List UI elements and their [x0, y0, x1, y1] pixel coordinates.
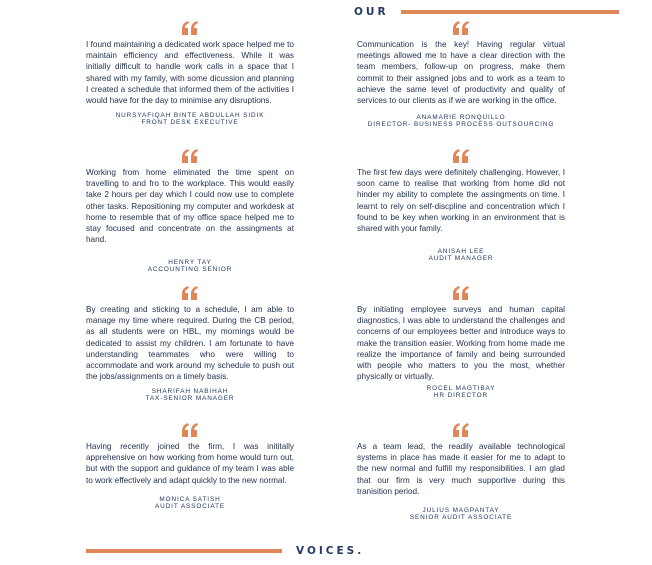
quote-icon	[357, 20, 565, 36]
quote-icon	[86, 148, 294, 164]
testimonial-text: By initiating employee surveys and human capital diagnostics, I was able to understand the challenges and concerns of our employees better and introduce ways to make the transition easier. Working from home made me realize the importance of family and being surrounded with people who matters to you the most, whether physically or virtually.	[357, 305, 565, 382]
footer-accent-line	[86, 549, 282, 553]
testimonial-name: NURSYAFIQAH BINTE ABDULLAH SIDIK	[115, 112, 265, 120]
testimonial-role: HR DIRECTOR	[433, 392, 489, 400]
testimonial-card	[357, 148, 565, 262]
testimonial-role: AUDIT ASSOCIATE	[154, 502, 226, 510]
testimonial-name: ANAMARIE RONQUILLO	[416, 114, 506, 122]
testimonial-card	[357, 422, 565, 521]
testimonial-role: TAX-SENIOR MANAGER	[145, 395, 235, 403]
testimonial-role: AUDIT MANAGER	[428, 255, 494, 263]
testimonial-name: ANISAH LEE	[437, 248, 485, 256]
testimonial-text: The first few days were definitely challenging. However, I soon came to realise that working from home did not hinder my ability to complete the assingments on time. I learnt to rely on self-discpline and concentration which I found to be key when working in an environment that is shared with your family.	[357, 168, 565, 234]
testimonial-text: Working from home eliminated the time spent on travelling to and fro to the workplace. This would easily take 2 hours per day which I could now use to complete other tasks. Repositioning my computer and workdesk at home to resemble that of my office space helped me to stay focused and concentrate on the assingments at hand.	[86, 168, 294, 245]
testimonial-card	[86, 148, 294, 273]
testimonial-role: FRONT DESK EXECUTIVE	[141, 119, 239, 127]
testimonial-role: DIRECTOR- BUSINESS PROCESS OUTSOURCING	[367, 121, 555, 129]
footer-title	[86, 545, 364, 557]
testimonial-card	[357, 285, 565, 399]
quote-icon	[86, 422, 294, 438]
testimonial-card	[357, 20, 565, 128]
testimonial-role: ACCOUNTING SENIOR	[147, 266, 233, 274]
testimonial-card	[86, 422, 294, 510]
testimonial-card	[86, 285, 294, 402]
testimonial-role: SENIOR AUDIT ASSOCIATE	[409, 514, 513, 522]
testimonial-name: MONICA SATISH	[159, 495, 221, 503]
testimonial-name: ROCEL MAGTIBAY	[426, 385, 496, 393]
testimonial-card	[86, 20, 294, 126]
testimonial-name: JULIUS MAGPANTAY	[422, 507, 500, 515]
quote-icon	[86, 20, 294, 36]
header-word: OUR	[354, 6, 389, 18]
quote-icon	[357, 422, 565, 438]
testimonial-text: By creating and sticking to a schedule, I am able to manage my time where required. During the CB period, as all students were on HBL, my mornings would be dedicated to assist my children. I am fortunate to have understanding teammates who were willing to accommodate and work around my schedule to push out the jobs/assignments on a timely basis.	[86, 305, 294, 382]
testimonial-name: HENRY TAY	[168, 259, 212, 267]
quote-icon	[357, 148, 565, 164]
testimonial-text: As a team lead, the readily available technological systems in place has made it easier for me to adapt to the new normal and fulfill my responsibilities. I am glad that our firm is very much supportive during this tranisition period.	[357, 442, 565, 496]
testimonial-text: Communication is the key! Having regular virtual meetings allowed me to have a clear direction with the team members, follow-up on progress, make them commit to their assigned jobs and to work as a team to achieve the same level of productivity and quality of services to our clients as if we are working in the office.	[357, 40, 565, 106]
testimonial-name: SHARIFAH NABIHAH	[151, 388, 229, 396]
header-title	[354, 6, 619, 18]
footer-word: VOICES.	[296, 545, 365, 557]
testimonial-text: Having recently joined the firm, I was inititally apprehensive on how working from home would turn out, but with the support and guidance of my team I was able to work effectively and adapt quickly to the new normal.	[86, 442, 294, 485]
quote-icon	[86, 285, 294, 301]
header-accent-line	[401, 10, 619, 14]
testimonial-text: I found maintaining a dedicated work space helped me to maintain efficiency and effectiveness. While it was initially difficult to handle work calls in a space that I shared with my family, with some dicussion and planning I created a schedule that informed them of the activities I would have for the day to minimise any disruptions.	[86, 40, 294, 106]
quote-icon	[357, 285, 565, 301]
